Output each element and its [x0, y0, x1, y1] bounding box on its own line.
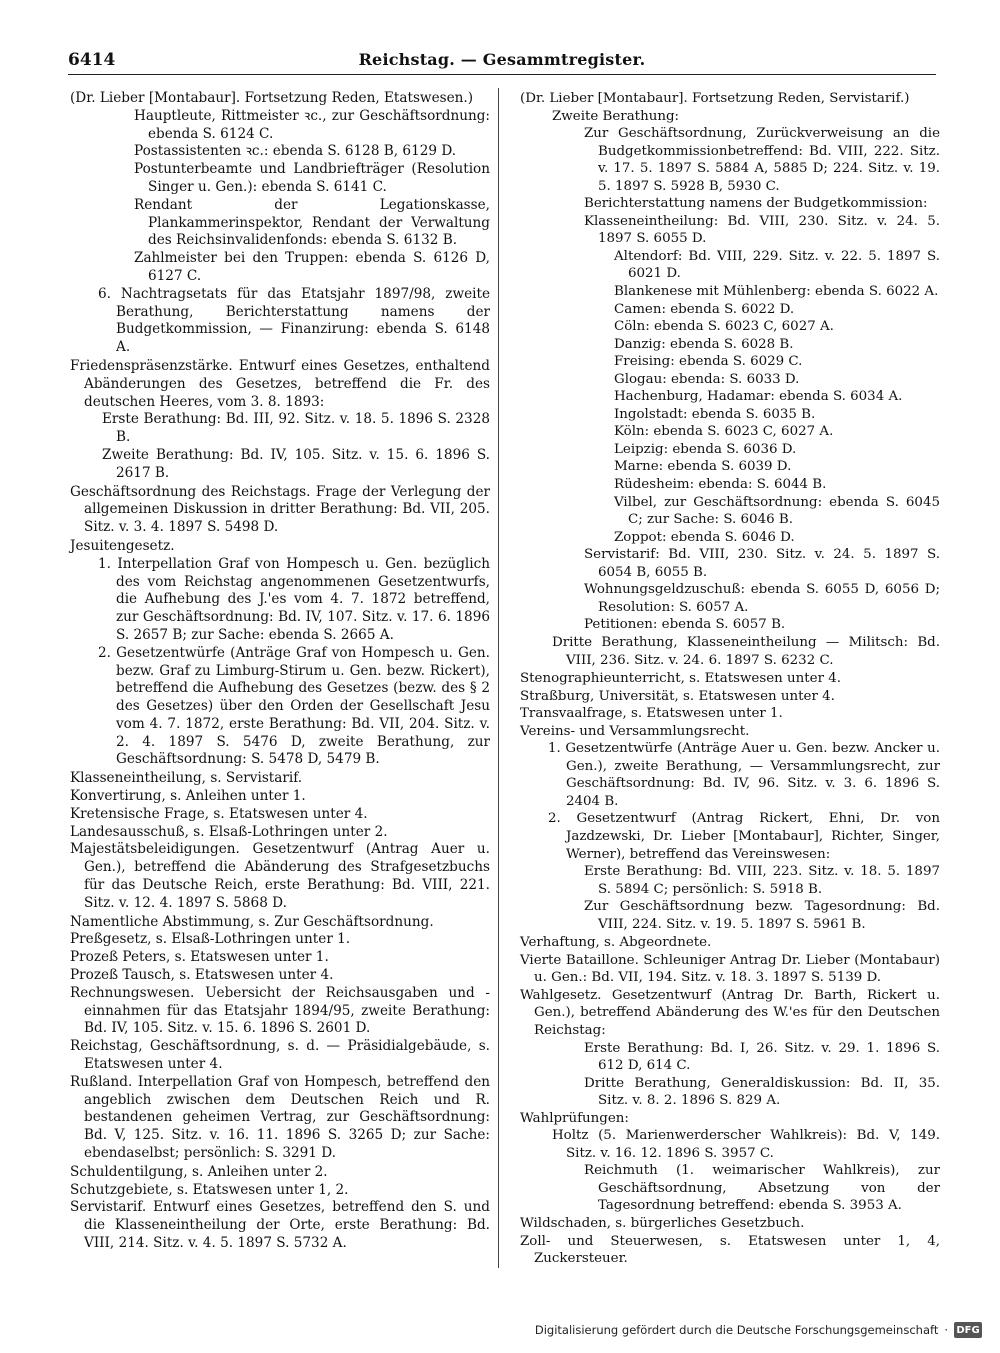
index-entry: 6. Nachtragsetats für das Etatsjahr 1897/98, zweite Berathung, Berichterstattung namens der Budgetkommission, — Finanzirung: ebenda S. 6148 A. [98, 285, 490, 356]
left-column [70, 90, 490, 1253]
index-entry: Kretensische Frage, s. Etatswesen unter 4. [70, 805, 368, 822]
index-entry: Postassistenten ꝛc.: ebenda S. 6128 B, 6129 D. [134, 143, 457, 160]
index-entry: Camen: ebenda S. 6022 D. [614, 301, 795, 317]
index-entry: Glogau: ebenda: S. 6033 D. [614, 371, 800, 387]
index-entry: 1. Gesetzentwürfe (Anträge Auer u. Gen. bezw. Ancker u. Gen.), zweite Berathung, — Versammlungsrecht, zur Geschäftsordnung: Bd. IV, 96. Sitz. v. 3. 6. 1896 S. 2404 B. [548, 741, 940, 809]
index-entry: Servistarif: Bd. VIII, 230. Sitz. v. 24. 5. 1897 S. 6054 B, 6055 B. [584, 547, 940, 580]
index-entry: Zoppot: ebenda S. 6046 D. [614, 529, 795, 545]
index-entry: Straßburg, Universität, s. Etatswesen unter 4. [520, 688, 835, 704]
index-entry: Schuldentilgung, s. Anleihen unter 2. [70, 1163, 328, 1180]
index-entry: Zweite Berathung: Bd. IV, 105. Sitz. v. 15. 6. 1896 S. 2617 B. [102, 446, 490, 481]
right-column [520, 90, 940, 1268]
index-entry: Reichstag, Geschäftsordnung, s. d. — Präsidialgebäude, s. Etatswesen unter 4. [70, 1038, 490, 1073]
index-entry: Prozeß Peters, s. Etatswesen unter 1. [70, 949, 329, 966]
index-entry: Zweite Berathung: [552, 108, 680, 124]
index-entry: Postunterbeamte und Landbriefträger (Resolution Singer u. Gen.): ebenda S. 6141 C. [134, 161, 490, 195]
index-entry: Friedenspräsenzstärke. Entwurf eines Gesetzes, enthaltend Abänderungen des Gesetzes, betreffend die Fr. des deutschen Heeres, vom 3. 8. 1893: [70, 357, 490, 410]
index-entry: Rechnungswesen. Uebersicht der Reichsausgaben und -einnahmen für das Etatsjahr 1894/95, zweite Berathung: Bd. IV, 105. Sitz. v. 15. 6. 1896 S. 2601 D. [70, 984, 490, 1037]
index-entry: Zahlmeister bei den Truppen: ebenda S. 6126 D, 6127 C. [134, 250, 490, 284]
index-entry: Holtz (5. Marienwerderscher Wahlkreis): Bd. V, 149. Sitz. v. 16. 12. 1896 S. 3957 C. [552, 1128, 940, 1161]
index-entry: Rendant der Legationskasse, Plankammerinspektor, Rendant der Verwaltung des Reichsinvalidenfonds: ebenda S. 6132 B. [134, 196, 490, 249]
index-entry: Landesausschuß, s. Elsaß-Lothringen unter 2. [70, 823, 388, 840]
index-entry: 1. Interpellation Graf von Hompesch u. Gen. bezüglich des vom Reichstag angenommenen Gesetzentwurfs, die Aufhebung des J.'es vom 4. 7. 1872 betreffend, zur Geschäftsordnung: Bd. IV, 107. Sitz. v. 17. 6. 1896 S. 2657 B; zur Sache: ebenda S. 2665 A. [98, 555, 490, 643]
index-entry: Verhaftung, s. Abgeordnete. [520, 935, 712, 951]
index-entry: Vilbel, zur Geschäftsordnung: ebenda S. 6045 C; zur Sache: S. 6046 B. [614, 494, 940, 528]
index-entry: Wildschaden, s. bürgerliches Gesetzbuch. [520, 1216, 805, 1231]
index-entry: Vierte Bataillone. Schleuniger Antrag Dr. Lieber (Montabaur) u. Gen.: Bd. VII, 194. Sitz. v. 18. 3. 1897 S. 5139 D. [520, 952, 940, 986]
footer-credit [535, 1322, 982, 1338]
footer-text: Digitalisierung gefördert durch die Deutsche Forschungsgemeinschaft [534, 1323, 939, 1337]
index-entry: Vereins- und Versammlungsrecht. [520, 723, 750, 739]
index-entry: Transvaalfrage, s. Etatswesen unter 1. [520, 706, 783, 722]
index-entry: Prozeß Tausch, s. Etatswesen unter 4. [70, 967, 334, 984]
index-entry: Wahlprüfungen: [520, 1110, 629, 1126]
index-entry: Rußland. Interpellation Graf von Hompesch, betreffend den angeblich zwischen dem Deutschen Reich und R. bestandenen geheimen Vertrag, zur Geschäftsordnung: Bd. V, 125. Sitz. v. 16. 11. 1896 S. 3265 D; zur Sache: ebendaselbst; persönlich: S. 3291 D. [70, 1073, 490, 1162]
page-header [68, 48, 936, 75]
index-entry: Marne: ebenda S. 6039 D. [614, 459, 792, 475]
index-entry: Zur Geschäftsordnung, Zurückverweisung an die Budgetkommissionbetreffend: Bd. VIII, 222. Sitz. v. 17. 5. 1897 S. 5884 A, 5885 D; 224. Sitz. v. 19. 5. 1897 S. 5928 B, 5930 C. [584, 126, 940, 194]
index-entry: Berichterstattung namens der Budgetkommission: [584, 196, 928, 212]
index-entry: Stenographieunterricht, s. Etatswesen unter 4. [520, 671, 842, 687]
index-entry: Preßgesetz, s. Elsaß-Lothringen unter 1. [70, 931, 351, 948]
footer-separator: · [944, 1323, 948, 1337]
index-entry: Zoll- und Steuerwesen, s. Etatswesen unter 1, 4, Zuckersteuer. [520, 1233, 940, 1267]
index-entry: Geschäftsordnung des Reichstags. Frage der Verlegung der allgemeinen Diskussion in dritter Berathung: Bd. VII, 205. Sitz. v. 3. 4. 1897 S. 5498 D. [70, 483, 490, 536]
index-entry: Dritte Berathung, Generaldiskussion: Bd. II, 35. Sitz. v. 8. 2. 1896 S. 829 A. [584, 1075, 940, 1109]
index-entry: Freising: ebenda S. 6029 C. [614, 354, 803, 370]
index-entry: Klasseneintheilung: Bd. VIII, 230. Sitz. v. 24. 5. 1897 S. 6055 D. [584, 213, 940, 247]
index-entry: Hauptleute, Rittmeister ꝛc., zur Geschäftsordnung: ebenda S. 6124 C. [134, 107, 490, 142]
index-entry: (Dr. Lieber [Montabaur]. Fortsetzung Reden, Etatswesen.) [70, 90, 474, 106]
index-entry: Konvertirung, s. Anleihen unter 1. [70, 788, 306, 805]
index-entry: Altendorf: Bd. VIII, 229. Sitz. v. 22. 5. 1897 S. 6021 D. [614, 248, 940, 282]
index-entry: 2. Gesetzentwürfe (Anträge Graf von Hompesch u. Gen. bezw. Graf zu Limburg-Stirum u. Gen. bezw. Rickert), betreffend die Aufhebung des Gesetzes (bezw. des § 2 des Gesetzes) über den Orden der Gesellschaft Jesu vom 4. 7. 1872, erste Berathung: Bd. VII, 204. Sitz. v. 2. 4. 1897 S. 5476 D, zweite Berathung, zur Geschäftsordnung: S. 5478 D, 5479 B. [98, 644, 490, 768]
page-number: 6414 [68, 50, 116, 70]
index-entry: Reichmuth (1. weimarischer Wahlkreis), zur Geschäftsordnung, Absetzung von der Tagesordnung betreffend: ebenda S. 3953 A. [584, 1163, 940, 1214]
index-entry: Leipzig: ebenda S. 6036 D. [614, 441, 797, 457]
index-entry: Erste Berathung: Bd. III, 92. Sitz. v. 18. 5. 1896 S. 2328 B. [102, 411, 490, 446]
index-entry: Schutzgebiete, s. Etatswesen unter 1, 2. [70, 1181, 349, 1198]
index-entry: Köln: ebenda S. 6023 C, 6027 A. [614, 424, 834, 440]
index-entry: Petitionen: ebenda S. 6057 B. [584, 617, 786, 633]
index-entry: Servistarif. Entwurf eines Gesetzes, betreffend den S. und die Klasseneintheilung der Orte, erste Berathung: Bd. VIII, 214. Sitz. v. 4. 5. 1897 S. 5732 A. [70, 1199, 490, 1251]
index-entry: Danzig: ebenda S. 6028 B. [614, 336, 794, 352]
index-entry: Wohnungsgeldzuschuß: ebenda S. 6055 D, 6056 D; Resolution: S. 6057 A. [584, 582, 940, 615]
index-entry: Rüdesheim: ebenda: S. 6044 B. [614, 477, 827, 493]
index-entry: Namentliche Abstimmung, s. Zur Geschäftsordnung. [70, 913, 434, 930]
index-entry: Erste Berathung: Bd. I, 26. Sitz. v. 29. 1. 1896 S. 612 D, 614 C. [584, 1040, 940, 1074]
index-entry: Cöln: ebenda S. 6023 C, 6027 A. [614, 319, 834, 335]
dfg-logo-icon: DFG [954, 1322, 982, 1338]
index-entry: Dritte Berathung, Klasseneintheilung — Militsch: Bd. VIII, 236. Sitz. v. 24. 6. 1897 S. 6232 C. [552, 634, 940, 668]
index-entry: Hachenburg, Hadamar: ebenda S. 6034 A. [614, 389, 903, 405]
index-entry: Jesuitengesetz. [70, 537, 175, 554]
index-entry: (Dr. Lieber [Montabaur]. Fortsetzung Reden, Servistarif.) [520, 91, 910, 106]
index-entry: Majestätsbeleidigungen. Gesetzentwurf (Antrag Auer u. Gen.), betreffend die Abänderung des Strafgesetzbuchs für das Deutsche Reich, erste Berathung: Bd. VIII, 221. Sitz. v. 12. 4. 1897 S. 5868 D. [70, 841, 490, 911]
running-title: Reichstag. — Gesammtregister. [358, 50, 646, 69]
column-divider [498, 88, 499, 1268]
index-entry: Klasseneintheilung, s. Servistarif. [70, 770, 303, 787]
index-entry: Zur Geschäftsordnung bezw. Tagesordnung: Bd. VIII, 224. Sitz. v. 19. 5. 1897 S. 5961 B. [584, 899, 940, 932]
index-entry: Blankenese mit Mühlenberg: ebenda S. 6022 A. [614, 284, 939, 300]
index-entry: Erste Berathung: Bd. VIII, 223. Sitz. v. 18. 5. 1897 S. 5894 C; persönlich: S. 5918 B. [584, 864, 940, 897]
index-entry: Ingolstadt: ebenda S. 6035 B. [614, 406, 816, 422]
index-entry: 2. Gesetzentwurf (Antrag Rickert, Ehni, Dr. von Jazdzewski, Dr. Lieber [Montabaur], Richter, Singer, Werner), betreffend das Vereinswesen: [548, 811, 940, 862]
index-entry: Wahlgesetz. Gesetzentwurf (Antrag Dr. Barth, Rickert u. Gen.), betreffend Abänderung des W.'es für den Deutschen Reichstag: [520, 987, 940, 1038]
